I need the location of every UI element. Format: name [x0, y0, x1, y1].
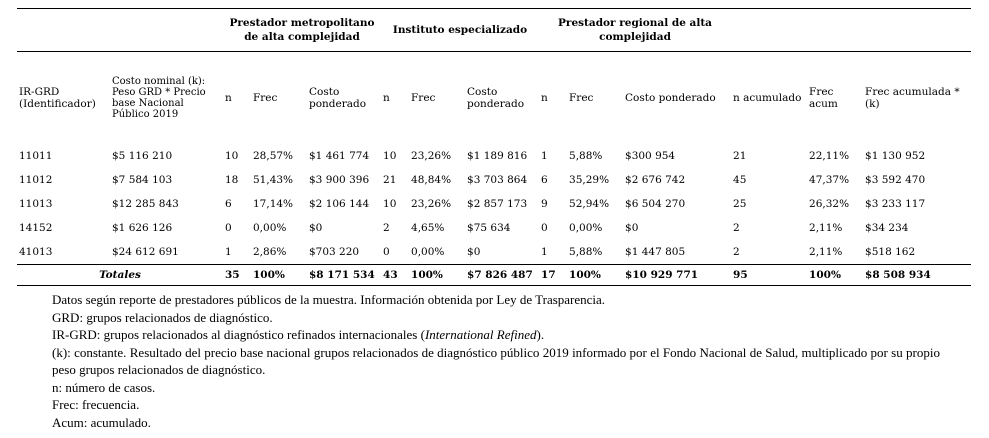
table-cell: $703 220: [309, 246, 360, 258]
table-cell: 0: [541, 222, 548, 234]
table-cell: $2 676 742: [625, 174, 686, 186]
col-header-frec-acumulada-k: Frec acumulada * (k): [865, 86, 960, 110]
totals-cell: 95: [731, 265, 807, 286]
table-row: [17, 168, 971, 192]
col-header-frec: Frec: [569, 92, 594, 104]
table-cell: 0,00%: [411, 246, 445, 258]
note-term: IR-GRD: [52, 327, 97, 342]
table-cell: 0: [383, 246, 390, 258]
table-cell: 23,26%: [411, 150, 452, 162]
table-cell: $1 130 952: [865, 150, 926, 162]
table-cell: $3 592 470: [865, 174, 926, 186]
table-cell: 10: [383, 198, 397, 210]
note-term: GRD: [52, 309, 80, 325]
table-cell: $300 954: [625, 150, 676, 162]
table-cell: 48,84%: [411, 174, 452, 186]
totals-cell: 17: [539, 265, 567, 286]
table-cell: $75 634: [467, 222, 511, 234]
table-cell: $1 447 805: [625, 246, 686, 258]
table-cell: $6 504 270: [625, 198, 686, 210]
totals-cell: $8 508 934: [863, 265, 971, 286]
table-cell: 4,65%: [411, 222, 445, 234]
table-cell: $1 461 774: [309, 150, 370, 162]
table-cell: 1: [541, 150, 548, 162]
note-n: n: número de casos.: [52, 379, 156, 395]
table-cell: $0: [625, 222, 639, 234]
col-header-frec-acum: Frec acum: [809, 86, 838, 110]
table-cell: $5 116 210: [112, 150, 173, 162]
table-cell: 51,43%: [253, 174, 294, 186]
note-definition: : grupos relacionados de diagnóstico.: [79, 309, 273, 325]
col-header-id: IR-GRD (Identificador): [19, 86, 96, 110]
column-header-row: [17, 52, 971, 144]
note-frec: Frec: frecuencia.: [52, 397, 140, 412]
table-cell: 11011: [19, 150, 53, 162]
table-cell: 28,57%: [253, 150, 294, 162]
table-cell: 0,00%: [569, 222, 603, 234]
table-cell: 17,14%: [253, 198, 294, 210]
note-ir-grd: [52, 326, 940, 344]
group-header-instituto: Instituto especializado: [381, 9, 539, 52]
col-header-frec: Frec: [253, 92, 278, 104]
table-cell: $24 612 691: [112, 246, 179, 258]
table-row: [17, 144, 971, 168]
table-cell: 47,37%: [809, 174, 850, 186]
totals-cell: 35: [223, 265, 251, 286]
table-cell: $518 162: [865, 246, 916, 258]
col-header-n: n: [225, 92, 232, 104]
table-cell: 10: [225, 150, 239, 162]
table-cell: $1 189 816: [467, 150, 528, 162]
table-cell: 41013: [19, 246, 53, 258]
col-header-n: n: [383, 92, 390, 104]
totals-cell: $8 171 534: [307, 265, 381, 286]
totals-cell: 100%: [567, 265, 623, 286]
group-header-regional: Prestador regional de alta complejidad: [539, 9, 731, 52]
col-header-frec: Frec: [411, 92, 436, 104]
totals-cell: $10 929 771: [623, 265, 731, 286]
table-cell: $12 285 843: [112, 198, 179, 210]
note-definition-end: ).: [536, 327, 545, 342]
table-cell: $34 234: [865, 222, 909, 234]
table-cell: 6: [541, 174, 548, 186]
table-cell: 22,11%: [809, 150, 850, 162]
totals-cell: $7 826 487: [465, 265, 539, 286]
table-cell: 18: [225, 174, 239, 186]
table-cell: $2 106 144: [309, 198, 370, 210]
table-cell: 5,88%: [569, 150, 603, 162]
note-italic-term: International Refined: [424, 327, 537, 342]
table-cell: 5,88%: [569, 246, 603, 258]
totals-cell: 100%: [409, 265, 465, 286]
cost-table-container: [17, 8, 971, 286]
col-header-costo-ponderado: Costo ponderado: [309, 86, 367, 110]
totals-cell: 43: [381, 265, 409, 286]
table-cell: 45: [733, 174, 747, 186]
col-header-costo-nominal: Costo nominal (k): Peso GRD * Precio base Nacional Público 2019: [112, 76, 206, 120]
note-definition: : grupos relacionados al diagnóstico refinados internacionales (: [96, 327, 425, 342]
table-cell: 2: [383, 222, 390, 234]
col-header-n-acumulado: n acumulado: [733, 92, 802, 104]
table-cell: 14152: [19, 222, 53, 234]
table-cell: $0: [309, 222, 323, 234]
totals-cell: 100%: [251, 265, 307, 286]
note-acum: Acum: acumulado.: [52, 414, 151, 430]
table-row: [17, 240, 971, 265]
table-cell: $7 584 103: [112, 174, 173, 186]
group-header-metropolitano: Prestador metropolitano de alta complejidad: [223, 9, 381, 52]
table-cell: 25: [733, 198, 747, 210]
note-grd: [52, 309, 940, 327]
table-cell: 11012: [19, 174, 53, 186]
table-cell: 2,86%: [253, 246, 287, 258]
table-body: [17, 144, 971, 286]
table-cell: $1 626 126: [112, 222, 173, 234]
table-cell: 0,00%: [253, 222, 287, 234]
table-cell: $3 233 117: [865, 198, 926, 210]
table-notes: [52, 291, 940, 431]
group-header-row: [17, 9, 971, 52]
table-cell: 2: [733, 222, 740, 234]
note-constant-k: (k): constante. Resultado del precio base nacional grupos relacionados de diagnóstico público 2019 informado por el Fondo Nacional de Salud, multiplicado por su propio peso grupos relacionados de diagnóstico.: [52, 344, 940, 377]
table-cell: 1: [225, 246, 232, 258]
col-header-n: n: [541, 92, 548, 104]
table-row: [17, 192, 971, 216]
table-cell: 11013: [19, 198, 53, 210]
table-cell: 6: [225, 198, 232, 210]
table-cell: 21: [733, 150, 747, 162]
table-cell: 35,29%: [569, 174, 610, 186]
table-cell: 23,26%: [411, 198, 452, 210]
table-row: [17, 216, 971, 240]
totals-row: [17, 265, 971, 286]
table-cell: 2,11%: [809, 246, 843, 258]
table-cell: 1: [541, 246, 548, 258]
table-cell: 2,11%: [809, 222, 843, 234]
col-header-costo-ponderado: Costo ponderado: [625, 92, 716, 104]
table-cell: 0: [225, 222, 232, 234]
cost-table: [17, 8, 971, 286]
col-header-costo-ponderado: Costo ponderado: [467, 86, 525, 110]
table-cell: $0: [467, 246, 481, 258]
table-cell: 52,94%: [569, 198, 610, 210]
table-cell: 9: [541, 198, 548, 210]
note-source: Datos según reporte de prestadores públicos de la muestra. Información obtenida por Ley de Trasparencia.: [52, 292, 606, 307]
table-cell: $3 900 396: [309, 174, 370, 186]
table-cell: $3 703 864: [467, 174, 528, 186]
totals-cell: 100%: [807, 265, 863, 286]
table-cell: 21: [383, 174, 397, 186]
table-cell: 10: [383, 150, 397, 162]
table-cell: 26,32%: [809, 198, 850, 210]
table-cell: $2 857 173: [467, 198, 528, 210]
totals-label: Totales: [17, 265, 223, 286]
table-cell: 2: [733, 246, 740, 258]
